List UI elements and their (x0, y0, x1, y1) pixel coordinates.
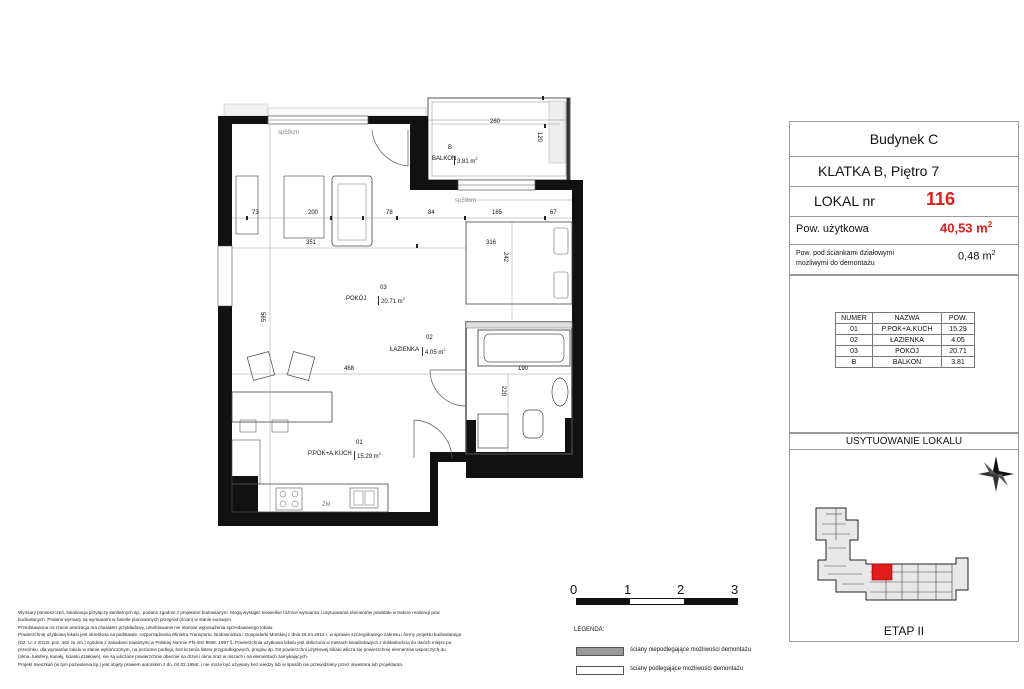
legend-item-removable: ściany podlegające możliwości demontażu (630, 666, 744, 672)
building-name: Budynek C (869, 131, 939, 147)
site-plan-map (806, 500, 976, 610)
table (284, 176, 324, 238)
scale-label-2: 2 (677, 582, 685, 597)
table-cell: P.POK+A.KUCH (873, 324, 942, 335)
shelf (236, 176, 258, 234)
table-cell: B (836, 357, 873, 368)
table-header: NUMER (836, 313, 873, 324)
unit-info-panel (789, 121, 1019, 275)
legend-title: LEGENDA: (574, 627, 605, 633)
table-cell: 03 (836, 346, 873, 357)
dim-220: 220 (500, 385, 507, 397)
room03-number: 03 (380, 285, 387, 291)
note-line: Wymiary pomieszczeń, lokalizacja przyłączy sanitarnych itp., podano zgodnie z projektem budowlanym. Mogą wystąpić niewielkie różnice wymiarów i usytuowania elementów powstałe w trakcie realizacji prac (18, 610, 441, 615)
balcony-name: BALKON (432, 156, 457, 162)
room02-area: 4.05 $m^2$ (422, 347, 446, 356)
table-header: POW. (942, 313, 975, 324)
note-line: Powierzchnię użytkową lokalu jest określona na podstawie: rozporządzenia Ministra Transportu, Budownictwa i Gospodarki Morskiej z dnia 25.04.2012 r. w sprawie szczegółowego zakresu i formy projektu budowlanego (18, 632, 462, 638)
note-line: budowlanych. Podane wymiary są wymiarami w świetle planowanych przegród (ścian) w stanie surowym. (18, 617, 233, 623)
table-row (836, 346, 975, 357)
partition-value: 0,48 $m^2$ (958, 250, 996, 263)
sp-label-2: sp59cm (455, 198, 477, 204)
compass-icon (976, 454, 1016, 494)
table-cell: 01 (836, 324, 873, 335)
dim-351: 351 (306, 240, 317, 246)
sp-label-1: sp59cm (278, 130, 300, 136)
table-row (836, 357, 975, 368)
table-cell: 15.29 (942, 324, 975, 335)
dim-78: 78 (386, 210, 393, 216)
partition-label-2: możliwymi do demontażu (796, 260, 875, 267)
legend-swatch-removable (576, 666, 624, 675)
unit-number-label: LOKAL nr (814, 193, 875, 209)
room02-name: ŁAZIENKA (390, 347, 420, 353)
dim-468: 468 (344, 366, 355, 372)
dim-67: 67 (550, 210, 557, 216)
room03-area: 20.71 $m^2$ (378, 296, 405, 305)
dim-316: 316 (486, 240, 497, 246)
room02-number: 02 (426, 335, 433, 341)
dim-120: 120 (536, 131, 543, 143)
stage-label: ETAP II (883, 624, 925, 638)
note-line: Przedstawiona na rzucie aranżacja ma charakter przykładowy, umeblowanie nie stanowi wyposażenia sprzedawanego lokalu. (18, 624, 274, 630)
table-cell: BALKON (873, 357, 942, 368)
scale-bar (576, 598, 738, 605)
dim-165: 165 (492, 210, 503, 216)
dim-565: 565 (259, 311, 266, 323)
balcony (428, 98, 570, 180)
kitchen-island (232, 392, 332, 422)
washing-machine (478, 414, 508, 448)
dim-73: 73 (252, 210, 259, 216)
dim-190: 190 (518, 366, 529, 372)
legend-item-fixed: ściany niepodlegające możliwości demontażu (630, 647, 752, 653)
note-line: przecinku, dla wymiarów lokalu w stanie wykończonym, na poziomie podłogi, bez liczenia listew przypodłogowych, progów itp. Do powierzchni użytkowej lokalu wlicza się powierzchnię elementów wsporczych do (18, 647, 446, 653)
note-line: (okna, luksfery, kanały, ścianki działowe), nie są wliczane powierzchnie obecnie na drzwi i okna oraz w niszach i na elementach zamykających. (18, 654, 309, 660)
table-cell: 4.05 (942, 335, 975, 346)
table-cell: POKÓJ (873, 346, 942, 357)
room01-number: 01 (356, 440, 363, 446)
note-line: (DZ. U. z 2012r. poz. 462 ze zm.) zgodnie z zasadami zawartymi w Polskiej Normie PN-ISO 9836: 1997 §. Powierzchnia użytkowa lokalu jest obliczona w metrach kwadratowych z dokładnością do dwóch miejsc po (18, 639, 452, 645)
footnotes (18, 609, 468, 668)
room01-area: 15.29 $m^2$ (354, 451, 381, 460)
table-row (836, 335, 975, 346)
washbasin (552, 378, 568, 406)
partition-label-1: Pow. pod ściankami działowymi (796, 250, 895, 257)
room03-name: POKÓJ (346, 296, 367, 302)
scale-label-3: 3 (731, 582, 739, 597)
balcony-area: 3.81 $m^2$ (454, 156, 478, 165)
location-title: USYTUOWANIE LOKALU (845, 436, 963, 447)
legend-swatch-fixed (576, 647, 624, 656)
table-row (836, 324, 975, 335)
dim-200: 200 (308, 210, 319, 216)
dim-260: 260 (490, 119, 501, 125)
scale-label-0: 0 (570, 582, 578, 597)
balcony-number: B (448, 145, 453, 151)
table-cell: ŁAZIENKA (873, 335, 942, 346)
area-label: Pow. użytkowa (796, 223, 869, 235)
zm-label: ZM (322, 502, 331, 508)
note-line: Projekt mieszkań (w tym pozwolenia itp.) jest objęty prawem autorskim z dn. 04.02.1994r. i nie może być używany bez wiedzy lub w sposób nie przewidziany przez inwestora lub projektanta. (18, 661, 404, 667)
area-value: 40,53 $m^2$ (940, 220, 993, 236)
room01-name: P.POK+A.KUCH (308, 451, 352, 457)
bed (466, 222, 572, 304)
table-cell: 02 (836, 335, 873, 346)
rooms-table (835, 312, 975, 368)
table-cell: 20.71 (942, 346, 975, 357)
toilet (523, 410, 543, 438)
outer-walls (218, 116, 583, 526)
scale-label-1: 1 (624, 582, 632, 597)
unit-number: 116 (926, 189, 956, 209)
dim-242: 242 (502, 251, 509, 263)
table-cell: 3.81 (942, 357, 975, 368)
staircase-floor: KLATKA B, Piętro 7 (818, 163, 940, 179)
table-header: NAZWA (873, 313, 942, 324)
unit-location-marker (872, 564, 892, 580)
dim-84: 84 (428, 210, 435, 216)
bathtub (478, 330, 570, 366)
